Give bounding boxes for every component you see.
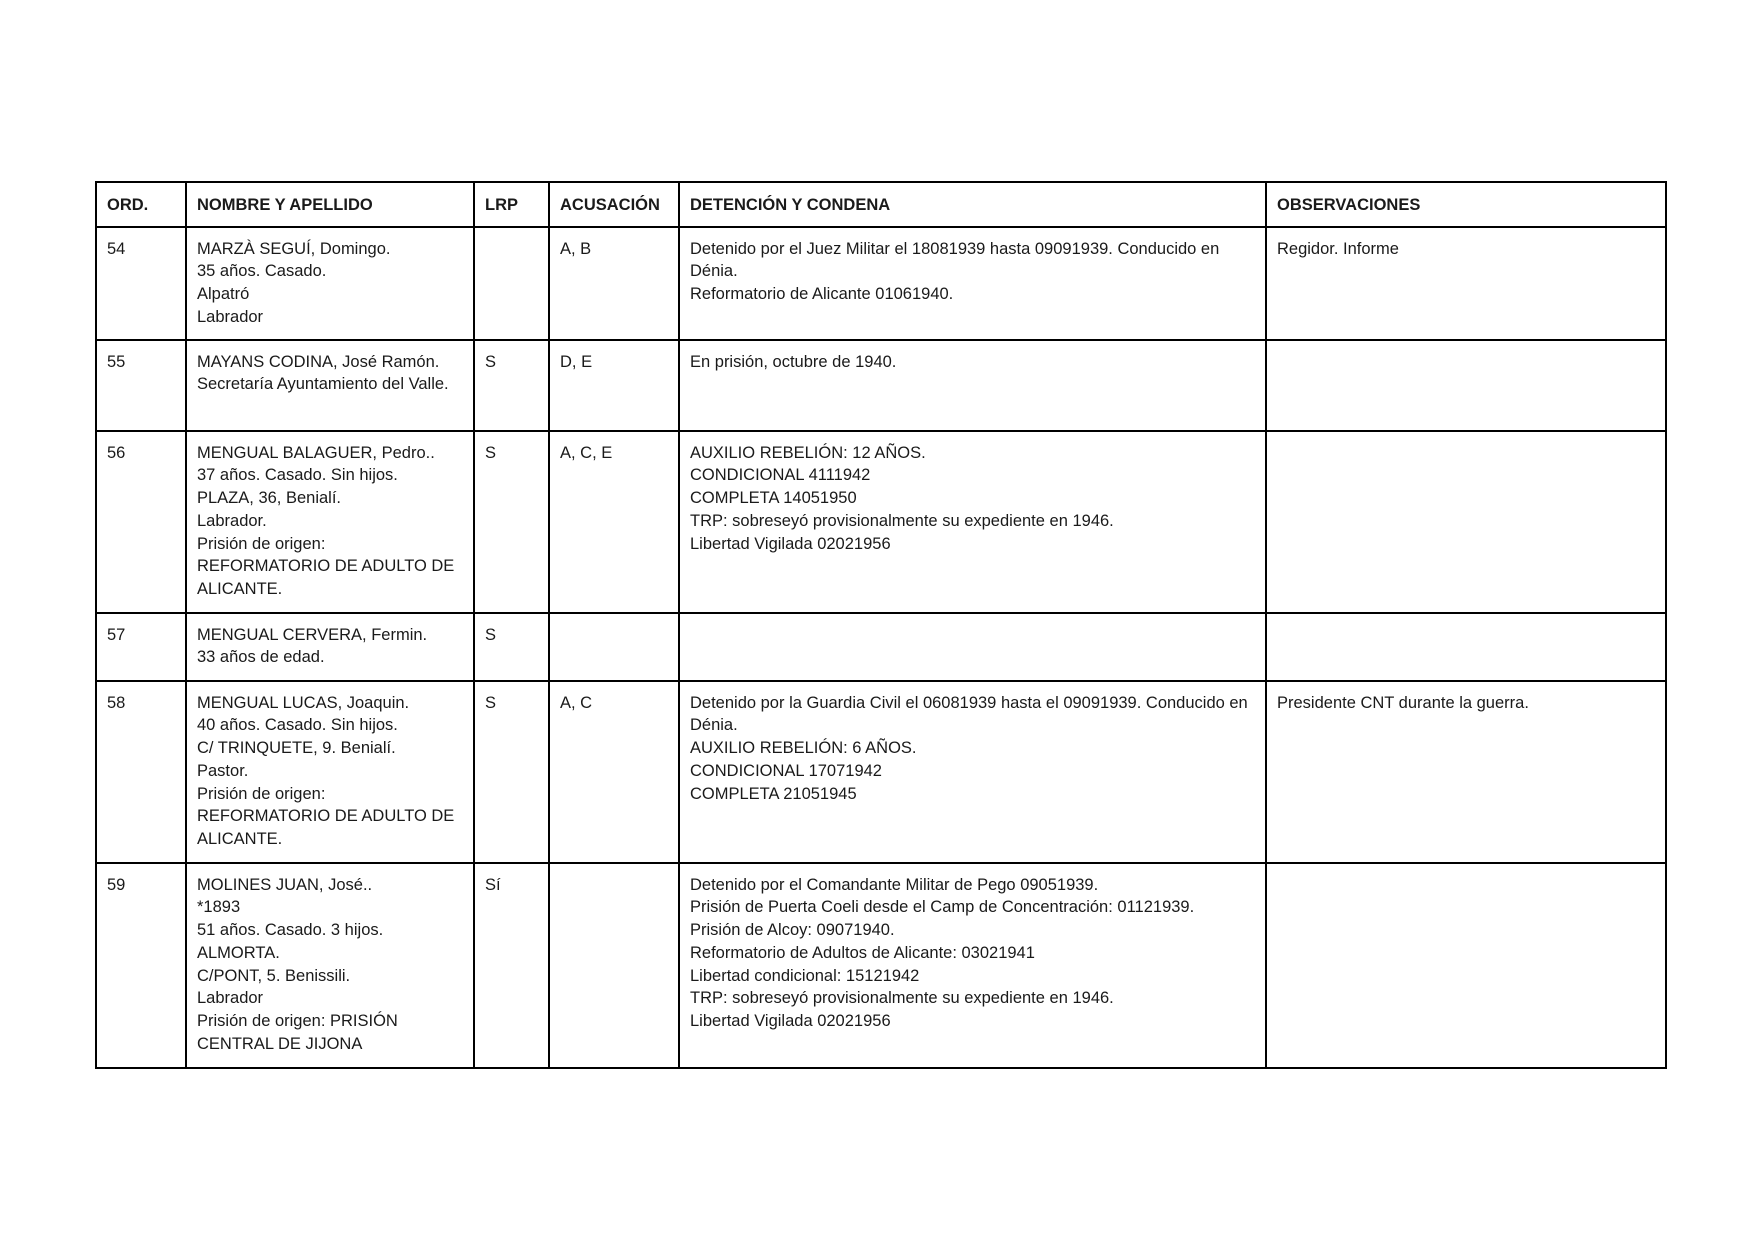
header-nombre: NOMBRE Y APELLIDO [186, 182, 474, 227]
detencion-line: AUXILIO REBELIÓN: 6 AÑOS. [690, 739, 917, 758]
nombre-line: MOLINES JUAN, José.. [197, 875, 373, 894]
nombre-line: Prisión de origen: [197, 784, 326, 803]
detencion-line: En prisión, octubre de 1940. [690, 352, 897, 371]
header-observaciones: OBSERVACIONES [1266, 182, 1666, 227]
nombre-line: MARZÀ SEGUÍ, Domingo. [197, 239, 391, 258]
header-detencion: DETENCIÓN Y CONDENA [679, 182, 1266, 227]
nombre-line: MENGUAL BALAGUER, Pedro.. [197, 443, 435, 462]
detencion-line: Reformatorio de Alicante 01061940. [690, 285, 954, 304]
cell-lrp: S [474, 431, 549, 613]
cell-nombre [186, 863, 474, 1068]
cell-nombre [186, 613, 474, 681]
cell-ord: 56 [96, 431, 186, 613]
table-row [96, 340, 1666, 431]
cell-detencion [679, 863, 1266, 1068]
cell-acusacion: A, B [549, 227, 679, 340]
nombre-line: 40 años. Casado. Sin hijos. [197, 716, 398, 735]
header-acusacion: ACUSACIÓN [549, 182, 679, 227]
header-ord: ORD. [96, 182, 186, 227]
detencion-line: CONDICIONAL 4111942 [690, 466, 871, 485]
nombre-line: 51 años. Casado. 3 hijos. [197, 921, 384, 940]
nombre-line: Secretaría Ayuntamiento del Valle. [197, 375, 449, 394]
cell-nombre [186, 227, 474, 340]
nombre-line: C/PONT, 5. Benissili. [197, 966, 351, 985]
cell-lrp: S [474, 340, 549, 431]
nombre-line: Prisión de origen: [197, 534, 326, 553]
nombre-line: MENGUAL LUCAS, Joaquin. [197, 693, 410, 712]
detencion-line: Detenido por el Juez Militar el 18081939 hasta 09091939. Conducido en Dénia. [690, 239, 1220, 281]
detencion-line: TRP: sobreseyó provisionalmente su expediente en 1946. [690, 989, 1114, 1008]
header-row [96, 182, 1666, 227]
detencion-line: COMPLETA 14051950 [690, 489, 857, 508]
nombre-line: 33 años de edad. [197, 648, 325, 667]
nombre-line: Alpatró [197, 285, 250, 304]
nombre-line: Labrador [197, 989, 264, 1008]
nombre-line: *1893 [197, 898, 241, 917]
cell-nombre [186, 340, 474, 431]
cell-lrp: Sí [474, 863, 549, 1068]
nombre-line: ALMORTA. [197, 943, 280, 962]
table-row [96, 227, 1666, 340]
cell-observaciones [1266, 340, 1666, 431]
detencion-line: Detenido por la Guardia Civil el 06081939 hasta el 09091939. Conducido en Dénia. [690, 693, 1248, 735]
nombre-line: Prisión de origen: PRISIÓN CENTRAL DE JIJONA [197, 1011, 398, 1053]
detencion-line: COMPLETA 21051945 [690, 784, 857, 803]
nombre-line: PLAZA, 36, Benialí. [197, 489, 341, 508]
nombre-line: Pastor. [197, 761, 249, 780]
cell-acusacion [549, 863, 679, 1068]
detencion-line: TRP: sobreseyó provisionalmente su expediente en 1946. [690, 511, 1114, 530]
cell-detencion [679, 613, 1266, 681]
detencion-line: Detenido por el Comandante Militar de Pego 09051939. [690, 875, 1099, 894]
cell-observaciones [1266, 613, 1666, 681]
cell-lrp: S [474, 613, 549, 681]
cell-nombre [186, 431, 474, 613]
cell-ord: 58 [96, 681, 186, 863]
nombre-line: 37 años. Casado. Sin hijos. [197, 466, 398, 485]
nombre-line: REFORMATORIO DE ADULTO DE ALICANTE. [197, 557, 455, 598]
nombre-line: REFORMATORIO DE ADULTO DE ALICANTE. [197, 807, 455, 848]
detencion-line: Prisión de Puerta Coeli desde el Camp de Concentración: 01121939. [690, 898, 1195, 917]
cell-observaciones: Regidor. Informe [1266, 227, 1666, 340]
table-row [96, 681, 1666, 863]
table-row [96, 613, 1666, 681]
cell-acusacion: A, C [549, 681, 679, 863]
nombre-line: MAYANS CODINA, José Ramón. [197, 352, 440, 371]
header-lrp: LRP [474, 182, 549, 227]
nombre-line: Labrador [197, 307, 264, 326]
cell-nombre [186, 681, 474, 863]
cell-lrp: S [474, 681, 549, 863]
cell-ord: 55 [96, 340, 186, 431]
nombre-line: C/ TRINQUETE, 9. Benialí. [197, 739, 396, 758]
cell-acusacion [549, 613, 679, 681]
cell-detencion [679, 681, 1266, 863]
cell-detencion [679, 227, 1266, 340]
detencion-line: Libertad Vigilada 02021956 [690, 534, 891, 553]
table-row [96, 863, 1666, 1068]
table-row [96, 431, 1666, 613]
cell-observaciones [1266, 863, 1666, 1068]
cell-acusacion: D, E [549, 340, 679, 431]
detencion-line: Reformatorio de Adultos de Alicante: 03021941 [690, 943, 1035, 962]
nombre-line: Labrador. [197, 511, 267, 530]
cell-ord: 54 [96, 227, 186, 340]
cell-observaciones [1266, 431, 1666, 613]
cell-acusacion: A, C, E [549, 431, 679, 613]
cell-detencion [679, 340, 1266, 431]
detencion-line: CONDICIONAL 17071942 [690, 761, 882, 780]
records-table [95, 181, 1667, 1069]
cell-observaciones: Presidente CNT durante la guerra. [1266, 681, 1666, 863]
detencion-line: Prisión de Alcoy: 09071940. [690, 921, 895, 940]
cell-ord: 59 [96, 863, 186, 1068]
nombre-line: 35 años. Casado. [197, 262, 327, 281]
cell-detencion [679, 431, 1266, 613]
detencion-line: Libertad condicional: 15121942 [690, 966, 920, 985]
cell-ord: 57 [96, 613, 186, 681]
cell-lrp [474, 227, 549, 340]
nombre-line: MENGUAL CERVERA, Fermin. [197, 625, 428, 644]
detencion-line: AUXILIO REBELIÓN: 12 AÑOS. [690, 443, 926, 462]
detencion-line: Libertad Vigilada 02021956 [690, 1011, 891, 1030]
